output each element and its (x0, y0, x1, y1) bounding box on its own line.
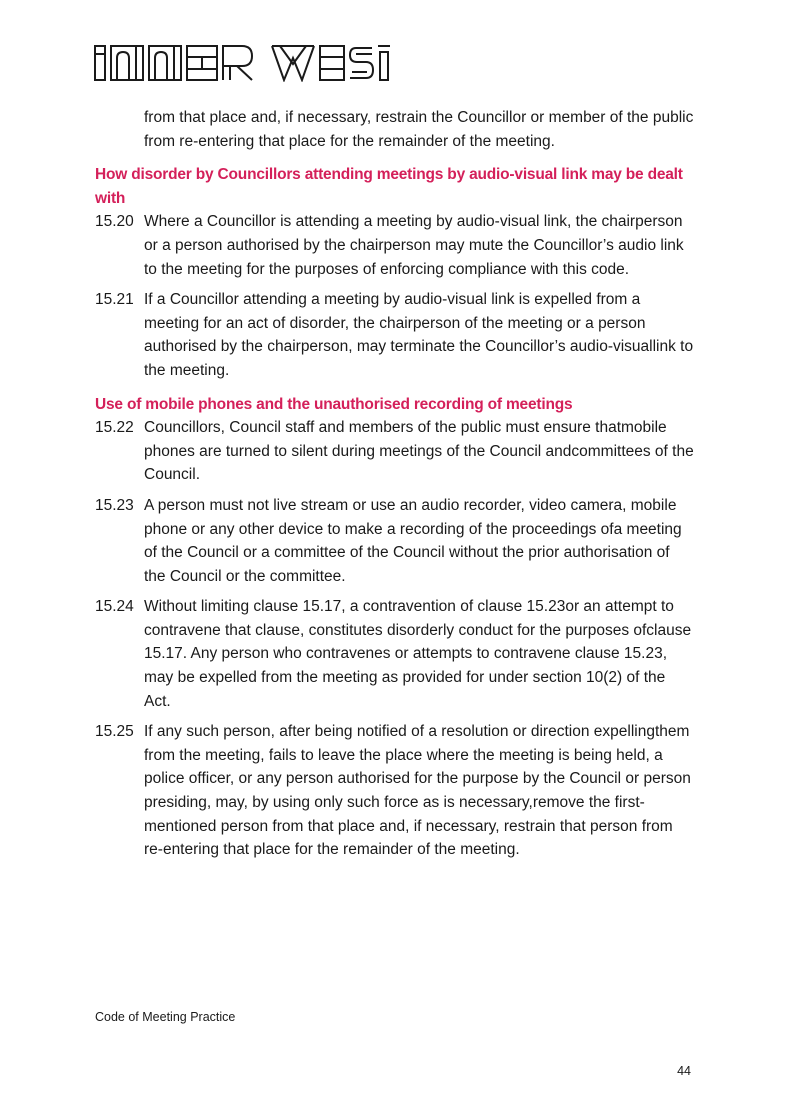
clause-number: 15.20 (95, 213, 134, 231)
clause-15-20 (95, 210, 695, 281)
clause-text: If any such person, after being notified of a resolution or direction expellingthem from the meeting, fails to leave the place where the meeting is being held, a police officer, or any person authorised for the purpose by the Council or person presiding, may, by using only such force as is necessary,remove the first-mentioned person from that place and, if necessary, restrain that person from re-entering that place for the remainder of the meeting. (144, 723, 691, 859)
clause-number: 15.25 (95, 723, 134, 741)
page-number: 44 (677, 1064, 691, 1078)
clause-15-22 (95, 416, 695, 487)
clause-text: Councillors, Council staff and members of the public must ensure thatmobile phones are turned to silent during meetings of the Council andcommittees of the Council. (144, 419, 694, 484)
clause-15-21 (95, 288, 695, 382)
section-mobile-phones (95, 393, 695, 862)
clause-text: If a Councillor attending a meeting by audio-visual link is expelled from a meeting for an act of disorder, the chairperson of the meeting or a person authorised by the chairperson, may terminate the Councillor’s audio-visuallink to the meeting. (144, 291, 694, 379)
clause-text: Where a Councillor is attending a meeting by audio-visual link, the chairperson or a person authorised by the chairperson may mute the Councillor’s audio link to the meeting for the purposes of enforcing compliance with this code. (144, 213, 684, 278)
clause-15-24 (95, 595, 695, 713)
clause-number: 15.22 (95, 419, 134, 437)
clause-number: 15.23 (95, 496, 134, 514)
section-heading: How disorder by Councillors attending meetings by audio-visual link may be dealt with (95, 166, 683, 207)
continuation-paragraph: from that place and, if necessary, restrain the Councillor or member of the public from re-entering that place for the remainder of the meeting. (144, 109, 694, 150)
section-heading: Use of mobile phones and the unauthorised recording of meetings (95, 395, 573, 413)
footer-document-title: Code of Meeting Practice (95, 1010, 236, 1024)
clause-number: 15.24 (95, 598, 134, 616)
inner-west-logo (94, 44, 390, 82)
section-audio-visual (95, 163, 695, 382)
clause-text: Without limiting clause 15.17, a contravention of clause 15.23or an attempt to contravene that clause, constitutes disorderly conduct for the purposes ofclause 15.17. Any person who contravenes or attempts to contravene clause 15.23, may be expelled from the meeting as provided for under section 10(2) of the Act. (144, 598, 692, 710)
clause-15-25 (95, 720, 695, 862)
document-body (95, 106, 695, 862)
clause-15-23 (95, 494, 695, 588)
clause-text: A person must not live stream or use an audio recorder, video camera, mobile phone or any other device to make a recording of the proceedings ofa meeting of the Council or a committee of the Council without the prior authorisation of the Council or the committee. (144, 496, 682, 585)
clause-number: 15.21 (95, 291, 134, 309)
